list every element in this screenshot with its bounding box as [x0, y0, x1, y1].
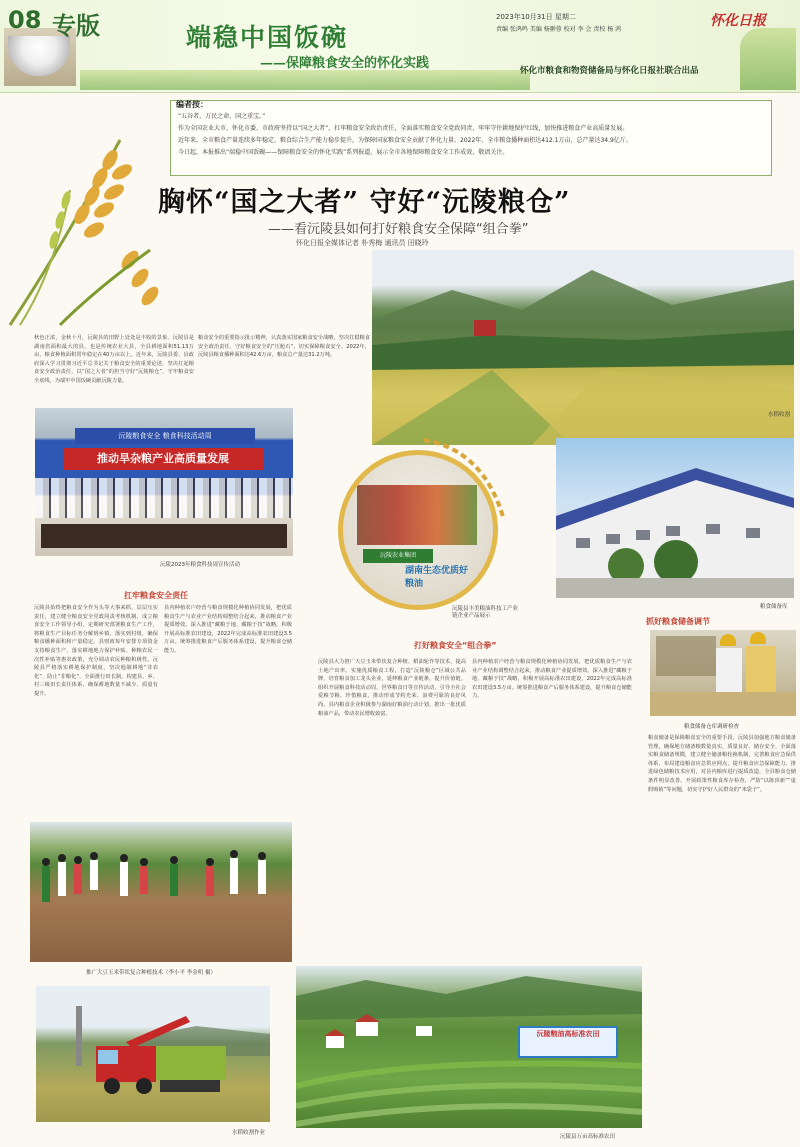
article-subheadline: ——看沅陵县如何打好粮食安全保障“组合拳” [268, 222, 529, 237]
grain-depot-photo [556, 438, 794, 598]
body-text: 粮食安全的重要指示批示精神，认真落实国家粮食安全战略，坚决扛稳粮食安全政治责任，守好粮食安全的“压舱石”，切实保障粮食安全。2022年，沅陵县粮食播种面积达42.6万亩，粮食总产量达31.2万吨。 [198, 335, 370, 359]
series-title: 端稳中国饭碗 [186, 23, 349, 52]
product-badge: 湖南生态优质好粮油 [405, 566, 469, 589]
grain-inspection-photo [650, 630, 796, 716]
article-byline: 怀化日报全媒体记者 朴秀梅 通讯员 田晓玲 [296, 239, 429, 247]
editor-note-heading: 编者按： [176, 100, 208, 109]
photo-caption: 推广大豆玉米带状复合种植技术（李小平 李金明 摄） [86, 970, 216, 976]
body-text: 粮食储备是保障粮食安全的重要手段。沅陵县加强地方粮食储备管理，确保地方储备粮数量真实、质量良好、储存安全。全面落实粮食储备规模，建立健全储备粮轮换机制，完善粮食应急保供体系，布局建设粮食应急供应网点，提升粮食应急保障能力。推进绿色储粮技术应用，对县内粮库进行提质改造，全县粮食仓储条件明显改善。开展政策性粮食库存检查，严防“以陈顶新”“虚假购销”等问题，切实守护好人民群众的“米袋子”。 [648, 735, 796, 793]
event-banner: 推动旱杂粮产业高质量发展 [63, 448, 263, 470]
article-headline: 胸怀“国之大者” 守好“沅陵粮仓” [158, 187, 571, 218]
photo-caption: 水稻收割 [768, 412, 791, 418]
editors-credit: 责编 张鸿鸣 美编 杨翀蓉 校对 李 会 责校 杨 鸿 [496, 26, 622, 33]
section-heading: 抓好粮食储备调节 [646, 617, 710, 626]
product-sign: 沅陵农业集团 [363, 549, 433, 563]
event-banner-top: 沅陵粮食安全 粮食科技活动周 [75, 428, 255, 444]
editor-note-line: “五谷者，万民之命，国之重宝。” [178, 113, 266, 120]
field-sign: 沅陵粮油高标准农田 [518, 1026, 618, 1058]
editor-note-line: 近年来，全市粮食产量连续多年稳定，粮食综合生产能力稳步提升，为保障国家粮食安全贡献了怀化力量。2022年，全市粮食播种面积达412.1万亩，总产量达34.9亿斤。 [178, 137, 632, 144]
farmland-photo [296, 966, 642, 1128]
photo-caption: 沅陵县丰美粮油科技工产业链企业产品展示 [452, 606, 519, 619]
photo-caption: 粮食储备仓库调研检查 [684, 724, 740, 730]
photo-caption: 粮食储备库 [760, 604, 788, 610]
publisher-credit: 怀化市粮食和物资储备局与怀化日报社联合出品 [520, 66, 699, 76]
photo-caption: 沅陵2023年粮食科技周宣传活动 [160, 562, 240, 568]
field-planting-photo [30, 822, 292, 962]
science-week-event-photo [35, 408, 293, 556]
body-text: 县内种植农户经营与粮食规模化种植协同发展，把优质粮食生产与农业产业结构调整结合起来，推动粮食产业提质增效。深入推进“藏粮于地、藏粮于技”战略，积极开展高标准农田建设，2022年完成高标准农田建设3.5万亩。统筹推进粮食产后服务体系建设，提升粮食仓储能力。 [472, 659, 632, 700]
header-grass-decoration [80, 70, 530, 90]
photo-caption: 沅陵县万亩高标准农田 [560, 1134, 616, 1140]
harvester-photo [36, 986, 270, 1122]
body-text: 秋色正浓，金秋十月，沅陵县的田野上处处是丰收的景象。沅陵县是湖南省面积最大的县，也是传统农业大县，全县耕地面积51.13万亩，粮食种植面积常年稳定在40万亩以上。近年来，沅陵县委、县政府深入学习贯彻习近平总书记关于粮食安全的重要论述，坚决扛起粮食安全政治责任，以“国之大者”的担当守好“沅陵粮仓”，守牢粮食安全底线，为端牢中国饭碗贡献沅陵力量。 [34, 335, 194, 384]
page-number: 08 [8, 6, 42, 34]
harvest-field-photo [372, 250, 794, 445]
photo-caption: 水稻收割作业 [232, 1130, 266, 1136]
wheat-frame-decoration [404, 430, 524, 550]
newspaper-logo: 怀化日报 [710, 13, 766, 29]
body-text: 县内种植农户经营与粮食规模化种植协同发展，把优质粮食生产与农业产业结构调整结合起来，推动粮食产业提质增效。深入推进“藏粮于地、藏粮于技”战略，积极开展高标准农田建设，2022年完成高标准农田建设3.5万亩。统筹推进粮食产后服务体系建设，提升粮食仓储能力。 [164, 605, 292, 654]
section-label: 专版 [52, 12, 100, 40]
section-heading: 打好粮食安全“组合拳” [414, 641, 497, 650]
harvest-scene [372, 250, 794, 445]
editor-note-line: 今日起，本报推出“端稳中国饭碗——保障粮食安全的怀化实践”系列报道，展示全市各地保障粮食安全工作成效，敬请关注。 [178, 149, 509, 156]
section-heading: 扛牢粮食安全责任 [124, 591, 188, 600]
series-subtitle: ——保障粮食安全的怀化实践 [260, 56, 430, 71]
header-rice-decoration [740, 28, 796, 90]
issue-date: 2023年10月31日 星期二 [496, 13, 576, 21]
body-text: 沅陵县始终把粮食安全作为头等大事来抓，层层压实责任，建立健全粮食安全党政同责考核机制，成立粮食安全工作领导小组，定期研究部署粮食生产工作，将粮食生产目标任务分解到乡镇、落实到村组，确保粮食播种面积和产量稳定。县财政每年安排专项资金支持粮食生产，落实耕地地力保护补贴、种粮农民一次性补贴等惠农政策，充分调动农民种粮积极性。沅陵县严格落实耕地保护制度，坚决遏制耕地“非农化”、防止“非粮化”，全面推行田长制，构建县、乡、村三级田长责任体系，确保耕地数量不减少、质量有提升。 [34, 605, 158, 697]
wheat-illustration [0, 100, 170, 330]
body-text: 沅陵县大力推广大豆玉米带状复合种植、稻油轮作等技术，提高土地产出率。实施优质粮食工程，打造“沅陵粮仓”区域公共品牌，培育粮食加工龙头企业，延伸粮食产业链条，提升价值链。组织开展粮食科技活动周、世界粮食日等宣传活动，引导全社会爱粮节粮、珍惜粮食，推动形成节约光荣、浪费可耻的良好风尚。县内粮食企业积极参与湖南好粮油行动计划，推出一批优质粮油产品，带动农民增收致富。 [318, 659, 466, 717]
editor-note-line: 作为全国农业大市，怀化市委、市政府坚持以“国之大者”，扛牢粮食安全政治责任，全面落实粮食安全党政同责，牢牢守住耕地保护红线，加快推进粮食产业高质量发展。 [178, 125, 629, 132]
